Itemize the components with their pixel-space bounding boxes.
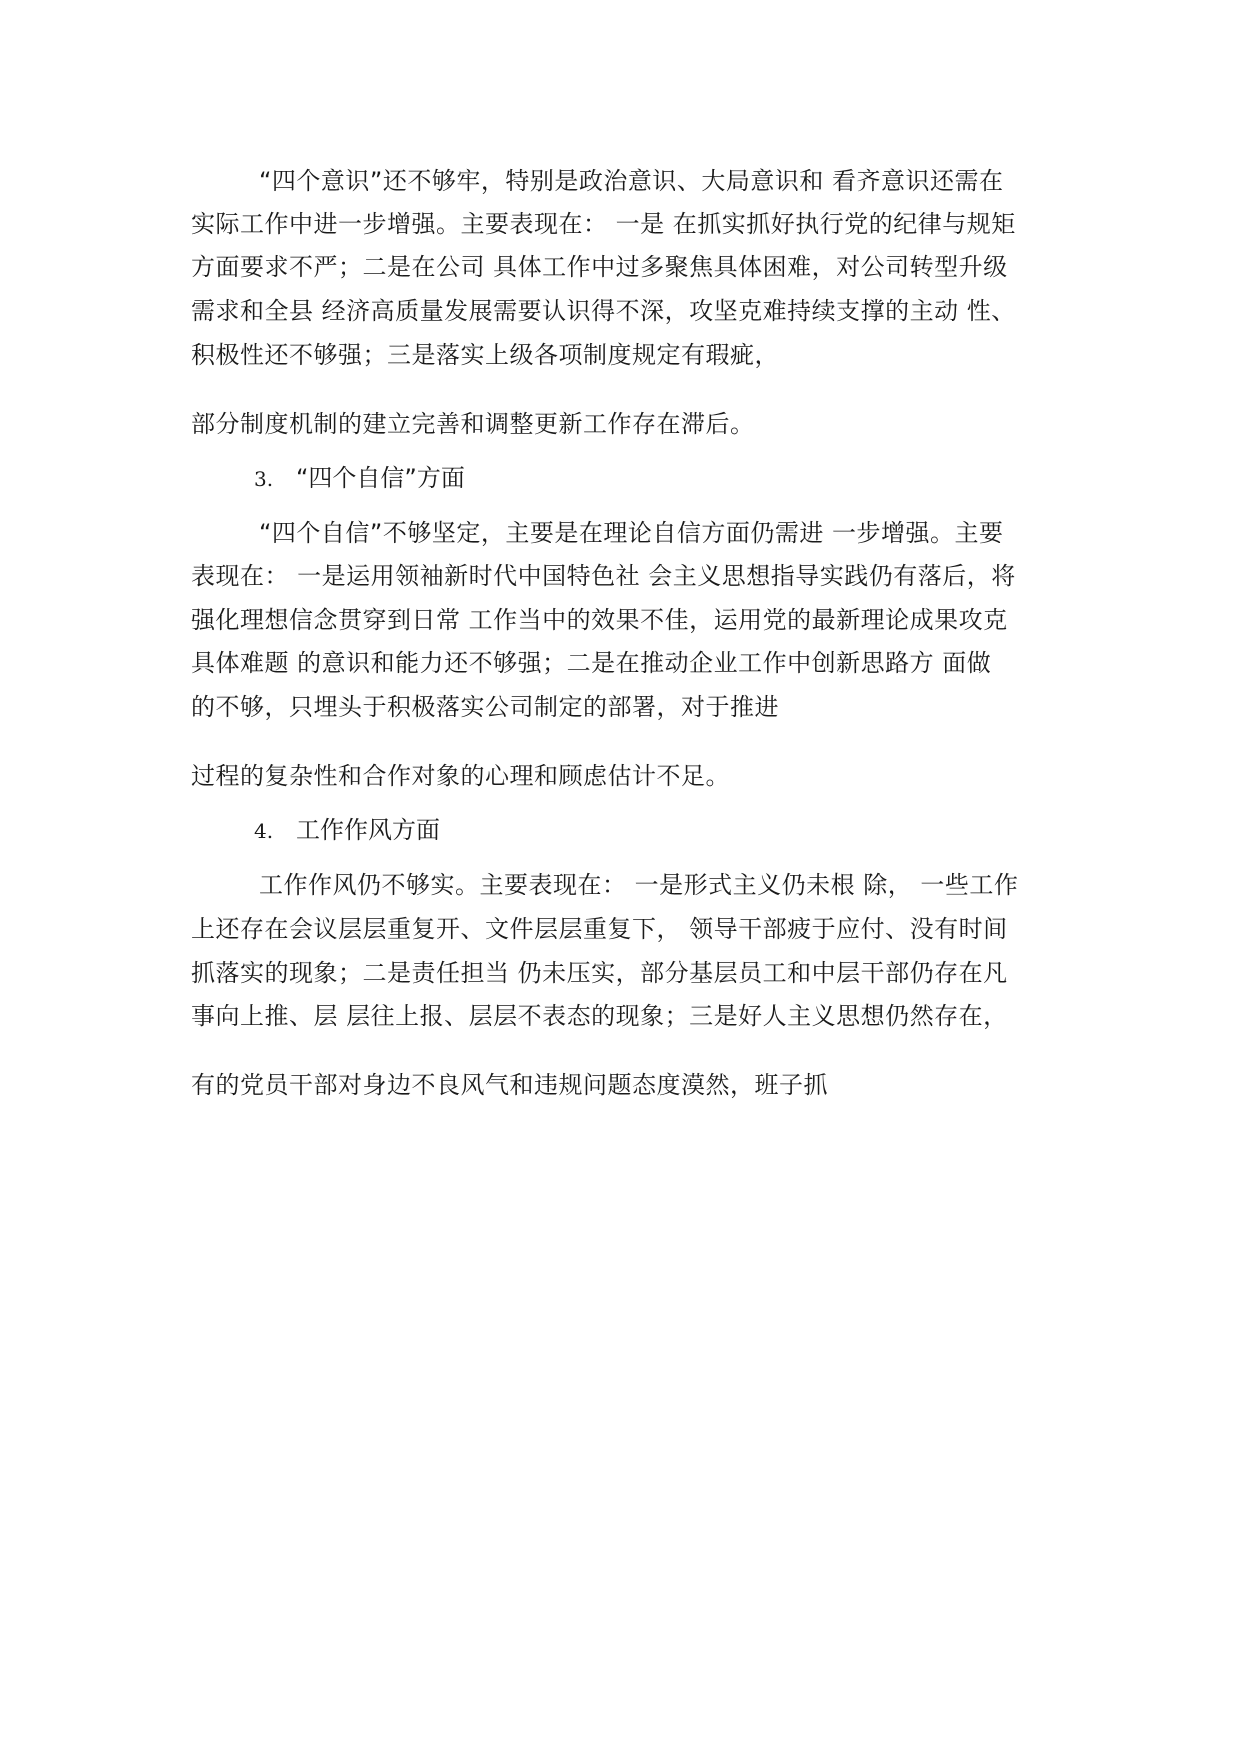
text-line: 具体难题 的意识和能力还不够强；二是在推动企业工作中创新思路方 面做: [191, 649, 992, 677]
heading-number: 4.: [254, 819, 274, 843]
text-line: “四个意识”还不够牢，特别是政治意识、大局意识和 看齐意识还需在: [259, 167, 1004, 195]
text-line: 上还存在会议层层重复开、文件层层重复下， 领导干部疲于应付、没有时间: [191, 915, 1008, 943]
text-line: 积极性还不够强；三是落实上级各项制度规定有瑕疵，: [191, 341, 779, 369]
text-line: 的不够，只埋头于积极落实公司制定的部署，对于推进: [191, 693, 779, 721]
heading-title: 工作作风方面: [296, 816, 440, 844]
text-line: 强化理想信念贯穿到日常 工作当中的效果不佳，运用党的最新理论成果攻克: [191, 606, 1008, 634]
text-line: 事向上推、层 层往上报、层层不表态的现象；三是好人主义思想仍然存在，: [191, 1002, 1008, 1030]
text-line: 实际工作中进一步增强。主要表现在： 一是 在抓实抓好执行党的纪律与规矩: [191, 210, 1016, 238]
text-line: 有的党员干部对身边不良风气和违规问题态度漠然，班子抓: [191, 1071, 828, 1099]
text-line: “四个自信”不够坚定，主要是在理论自信方面仍需进 一步增强。主要: [259, 519, 1004, 547]
text-line: 表现在： 一是运用领袖新时代中国特色社 会主义思想指导实践仍有落后，将: [191, 562, 1016, 590]
heading-number: 3.: [254, 467, 274, 491]
text-line: 抓落实的现象；二是责任担当 仍未压实，部分基层员工和中层干部仍存在凡: [191, 959, 1008, 987]
text-line: 方面要求不严；二是在公司 具体工作中过多聚焦具体困难，对公司转型升级: [191, 253, 1008, 281]
text-line: 过程的复杂性和合作对象的心理和顾虑估计不足。: [191, 762, 730, 790]
section-heading-3: [254, 463, 465, 494]
text-line: 需求和全县 经济高质量发展需要认识得不深，攻坚克难持续支撑的主动 性、: [191, 297, 1016, 325]
heading-title: “四个自信”方面: [296, 464, 465, 492]
section-heading-4: [254, 815, 440, 846]
text-line: 部分制度机制的建立完善和调整更新工作存在滞后。: [191, 410, 755, 438]
text-line: 工作作风仍不够实。主要表现在： 一是形式主义仍未根 除， 一些工作: [259, 871, 1019, 899]
